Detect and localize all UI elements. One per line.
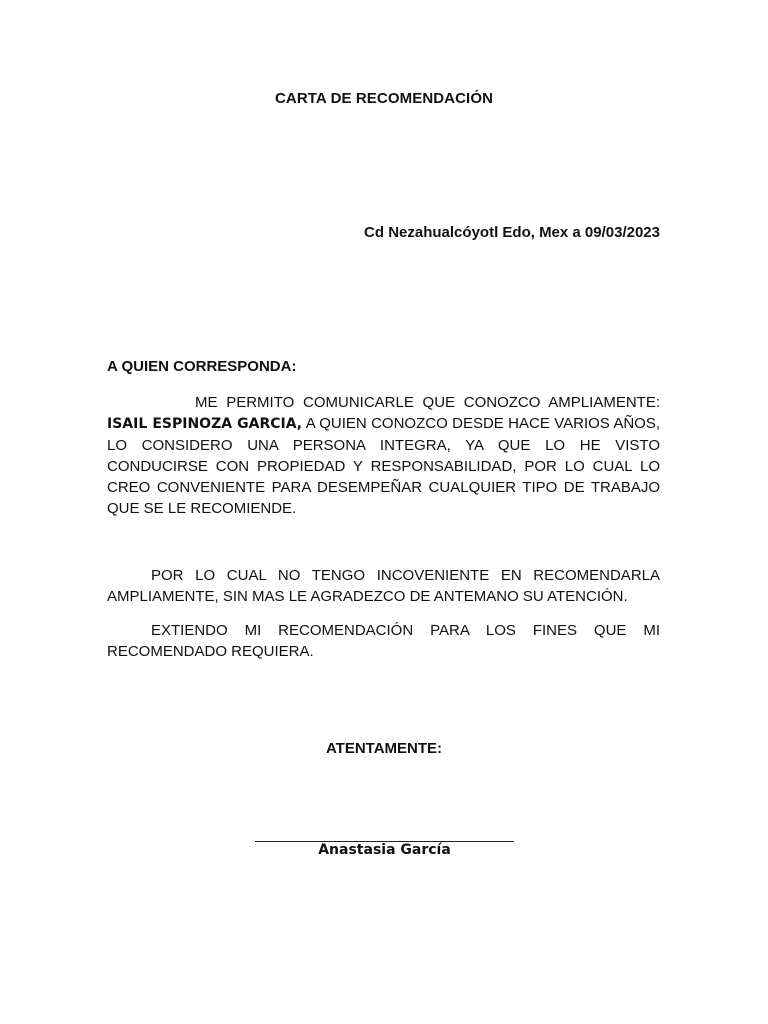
- recipient-name: ISAIL ESPINOZA GARCIA,: [107, 416, 303, 432]
- paragraph-1-intro: ME PERMITO COMUNICARLE QUE CONOZCO AMPLIAMENTE:: [195, 394, 660, 411]
- paragraph-2-text: POR LO CUAL NO TENGO INCOVENIENTE EN RECOMENDARLA AMPLIAMENTE, SIN MAS LE AGRADEZCO DE ANTEMANO SU ATENCIÓN.: [107, 567, 660, 605]
- paragraph-2: [107, 565, 660, 607]
- paragraph-3: [107, 620, 660, 662]
- closing: ATENTAMENTE:: [325, 740, 443, 757]
- paragraph-3-text: EXTIENDO MI RECOMENDACIÓN PARA LOS FINES QUE MI RECOMENDADO REQUIERA.: [107, 622, 660, 660]
- letter-title: CARTA DE RECOMENDACIÓN: [274, 90, 494, 107]
- paragraph-1-rest: A QUIEN CONOZCO DESDE HACE VARIOS AÑOS, LO CONSIDERO UNA PERSONA INTEGRA, YA QUE LO HE VISTO CONDUCIRSE CON PROPIEDAD Y RESPONSABILIDAD, POR LO CUAL LO CREO CONVENIENTE PARA DESEMPEÑAR CUALQUIER TIPO DE TRABAJO QUE SE LE RECOMIENDE.: [107, 415, 661, 517]
- paragraph-1: [107, 392, 660, 519]
- signer-name: Anastasia García: [318, 842, 451, 858]
- greeting: A QUIEN CORRESPONDA:: [107, 358, 297, 375]
- place-date: Cd Nezahualcóyotl Edo, Mex a 09/03/2023: [364, 224, 660, 241]
